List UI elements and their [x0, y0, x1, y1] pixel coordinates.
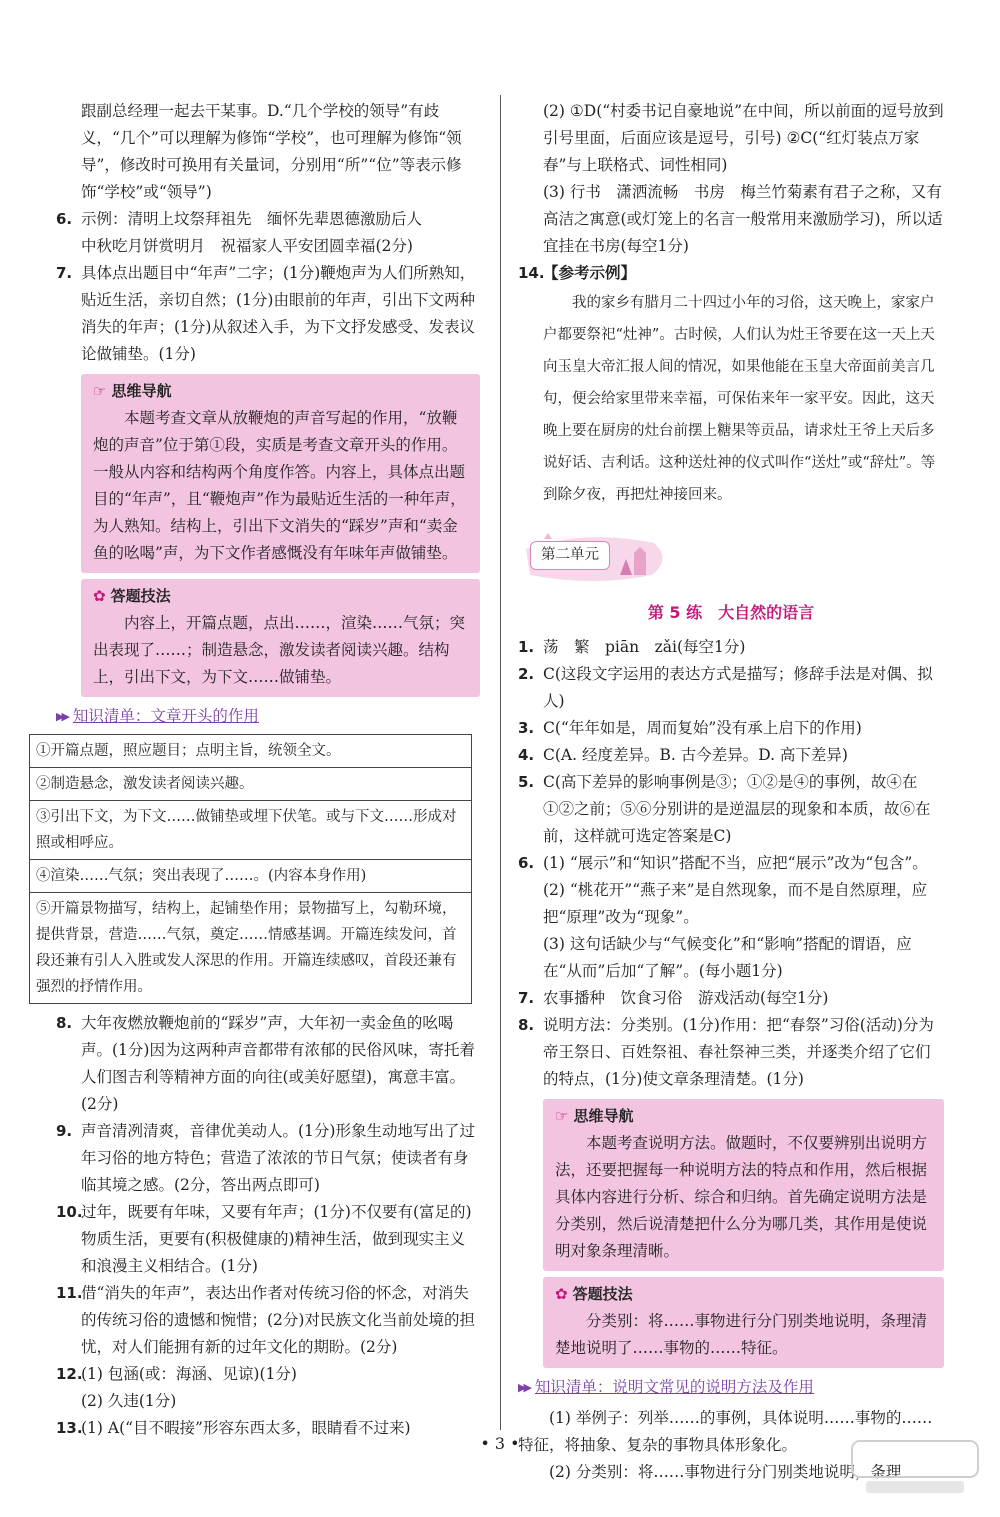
flower-icon: ✿: [555, 1285, 568, 1303]
knowledge-table: [29, 734, 472, 1004]
unit-banner: [524, 529, 674, 585]
answer-tips-title: 答题技法: [110, 587, 171, 605]
q13-part3: (3) 行书 潇洒流畅 书房 梅兰竹菊素有君子之称，又有高洁之寓意(或灯笼上的名言一般常用来激励学习)，所以适宜挂在书房(每空1分): [543, 183, 943, 255]
knowledge-list-heading: ▶▶ 知识清单：说明文常见的说明方法及作用: [518, 1374, 944, 1401]
answer-tips-title: 答题技法: [572, 1285, 633, 1303]
pointing-hand-icon: ☞: [555, 1107, 569, 1125]
answer-tips-box: [81, 579, 480, 697]
answer-tips-text: 分类别：将……事物进行分门别类地说明，条理清楚地说明了……事物的……特征。: [555, 1312, 928, 1357]
answer-tips-text: 内容上，开篇点题，点出……，渲染……气氛；突出表现了……；制造悬念，激发读者阅读兴趣。结构上，引出下文，为下文……做铺垫。: [93, 614, 466, 686]
table-row: ⑤开篇景物描写，结构上，起铺垫作用；景物描写上，勾勒环境，提供背景，营造……气氛，奠定……情感基调。开篇连续发问，首段还兼有引人入胜或发人深思的作用。开篇连续感叹，首段还兼有强烈的抒情作用。: [30, 893, 472, 1004]
left-column: [36, 98, 480, 1442]
pointing-hand-icon: ☞: [93, 382, 107, 400]
double-arrow-icon: ▶▶: [518, 1381, 529, 1394]
q6-answer: 6. 示例：清明上坟祭拜祖先 缅怀先辈恩德激励后人 中秋吃月饼赏明月 祝福家人平安团圆幸福(2分): [56, 210, 423, 255]
double-arrow-icon: ▶▶: [56, 710, 67, 723]
column-divider: [500, 95, 501, 1430]
answer-tips-box: [543, 1277, 944, 1368]
list-item: 4. C(A. 经度差异。B. 古今差异。D. 高下差异): [518, 746, 848, 764]
q9-answer: 9. 声音清冽清爽，音律优美动人。(1分)形象生动地写出了过年习俗的地方特色；营造了浓浓的节日气氛；使读者有身临其境之感。(2分，答出两点即可): [56, 1122, 475, 1194]
thinking-guide-text: 本题考查文章从放鞭炮的声音写起的作用，“放鞭炮的声音”位于第①段，实质是考查文章开头的作用。一般从内容和结构两个角度作答。内容上，具体点出题目的“年声”，且“鞭炮声”作为最贴近生活的一种年声，为人熟知。结构上，引出下文消失的“踩岁”声和“卖金鱼的吆喝”声，为下文作者感慨没有年味年声做铺垫。: [93, 409, 466, 562]
table-row: ②制造悬念，激发读者阅读兴趣。: [30, 768, 472, 801]
thinking-guide-box: [81, 374, 480, 573]
right-column: [518, 98, 944, 1486]
q5-continued: 跟副总经理一起去干某事。D.“几个学校的领导”有歧义，“几个”可以理解为修饰“学校”，也可理解为修饰“领导”，修改时可换用有关量词，分别用“所”“位”等表示修饰“学校”或“领导”): [81, 102, 462, 201]
q10-answer: 10. 过年，既要有年味，又要有年声；(1分)不仅要有(富足的)物质生活，更要有(积极健康的)精神生活，做到现实主义和浪漫主义相结合。(1分): [56, 1203, 472, 1275]
method-example: (1) 举例子：列举……的事例，具体说明……事物的……特征，将抽象、复杂的事物具体形象化。: [518, 1409, 933, 1454]
q14-answer: 14. 【参考示例】: [518, 260, 944, 287]
q13-part2: (2) ①D(“村委书记自豪地说”在中间，所以前面的逗号放到引号里面，后面应该是逗号，引号) ②C(“红灯装点万家春”与上联格式、词性相同): [543, 102, 944, 174]
lesson-title: 第 5 练 大自然的语言: [647, 603, 815, 622]
flower-icon: ✿: [93, 587, 106, 605]
q14-essay: 我的家乡有腊月二十四过小年的习俗，这天晚上，家家户户都要祭祀“灶神”。古时候，人们认为灶王爷要在这一天上天向玉皇大帝汇报人间的情况，如果他能在玉皇大帝面前美言几句，便会给家里带来幸福，可保佑来年一家平安。因此，这天晚上要在厨房的灶台前摆上糖果等贡品，请求灶王爷上天后多说好话、吉利话。这种送灶神的仪式叫作“送灶”或“辞灶”。等到除夕夜，再把灶神接回来。: [543, 295, 936, 503]
thinking-guide-box: [543, 1099, 944, 1271]
thinking-guide-text: 本题考查说明方法。做题时，不仅要辨别出说明方法，还要把握每一种说明方法的特点和作用，然后根据具体内容进行分析、综合和归纳。首先确定说明方法是分类别，然后说清楚把什么分为哪几类，其作用是使说明对象条理清晰。: [555, 1134, 928, 1260]
q6-right-answer: 6. (1) “展示”和“知识”搭配不当，应把“展示”改为“包含”。 (2) “桃花开”“燕子来”是自然现象，而不是自然原理，应把“原理”改为“现象”。 (3) 这句话缺少与“气候变化”和“影响”搭配的谓语，应在“从而”后加“了解”。(每小题1分): [518, 854, 928, 980]
list-item: 1. 荡 繁 piān zǎi(每空1分): [518, 638, 746, 656]
q8-answer: 8. 大年夜燃放鞭炮前的“踩岁”声，大年初一卖金鱼的吆喝声。(1分)因为这两种声音都带有浓郁的民俗风味，寄托着人们图吉利等精神方面的向往(或美好愿望)，寓意丰富。(2分): [56, 1014, 475, 1113]
page-number: • 3 •: [480, 1434, 520, 1453]
q13-answer: 13. (1) A(“目不暇接”形容东西太多，眼睛看不过来): [56, 1419, 411, 1437]
q8-right-answer: 8. 说明方法：分类别。(1分)作用：把“春祭”习俗(活动)分为帝王祭日、百姓祭祖、春社祭神三类，并逐类介绍了它们的特点，(1分)使文章条理清楚。(1分): [518, 1016, 934, 1088]
q14-label: 【参考示例】: [543, 264, 637, 282]
unit-title: 第二单元: [530, 541, 610, 570]
q7-right-answer: 7. 农事播种 饮食习俗 游戏活动(每空1分): [518, 989, 829, 1007]
method-classify: (2) 分类别：将……事物进行分门别类地说明，条理: [549, 1463, 902, 1481]
q11-answer: 11. 借“消失的年声”，表达出作者对传统习俗的怀念，对消失的传统习俗的遗憾和惋惜；(2分)对民族文化当前处境的担忧，对人们能拥有新的过年文化的期盼。(2分): [56, 1284, 475, 1356]
list-item: 3. C(“年年如是，周而复始”没有承上启下的作用): [518, 719, 862, 737]
thinking-guide-title: 思维导航: [573, 1107, 634, 1125]
list-item: 5. C(高下差异的影响事例是③；①②是④的事例，故④在①②之前；⑤⑥分别讲的是逆温层的现象和本质，故⑥在前，这样就可选定答案是C): [518, 773, 931, 845]
table-row: ①开篇点题，照应题目；点明主旨，统领全文。: [30, 735, 472, 768]
knowledge-list-heading: ▶▶ 知识清单：文章开头的作用: [56, 703, 480, 730]
table-row: ④渲染……气氛；突出表现了……。(内容本身作用): [30, 860, 472, 893]
thinking-guide-title: 思维导航: [111, 382, 172, 400]
watermark-logo: [850, 1437, 980, 1497]
q7-answer: 7. 具体点出题目中“年声”二字；(1分)鞭炮声为人们所熟知，贴近生活，亲切自然；(1分)由眼前的年声，引出下文两种消失的年声；(1分)从叙述入手，为下文抒发感受、发表议论做铺垫。(1分): [56, 264, 476, 363]
list-item: 2. C(这段文字运用的表达方式是描写；修辞手法是对偶、拟人): [518, 665, 933, 710]
table-row: ③引出下文，为下文……做铺垫或埋下伏笔。或与下文……形成对照或相呼应。: [30, 801, 472, 860]
q12-answer: 12. (1) 包涵(或：海涵、见谅)(1分) (2) 久违(1分): [56, 1365, 297, 1410]
